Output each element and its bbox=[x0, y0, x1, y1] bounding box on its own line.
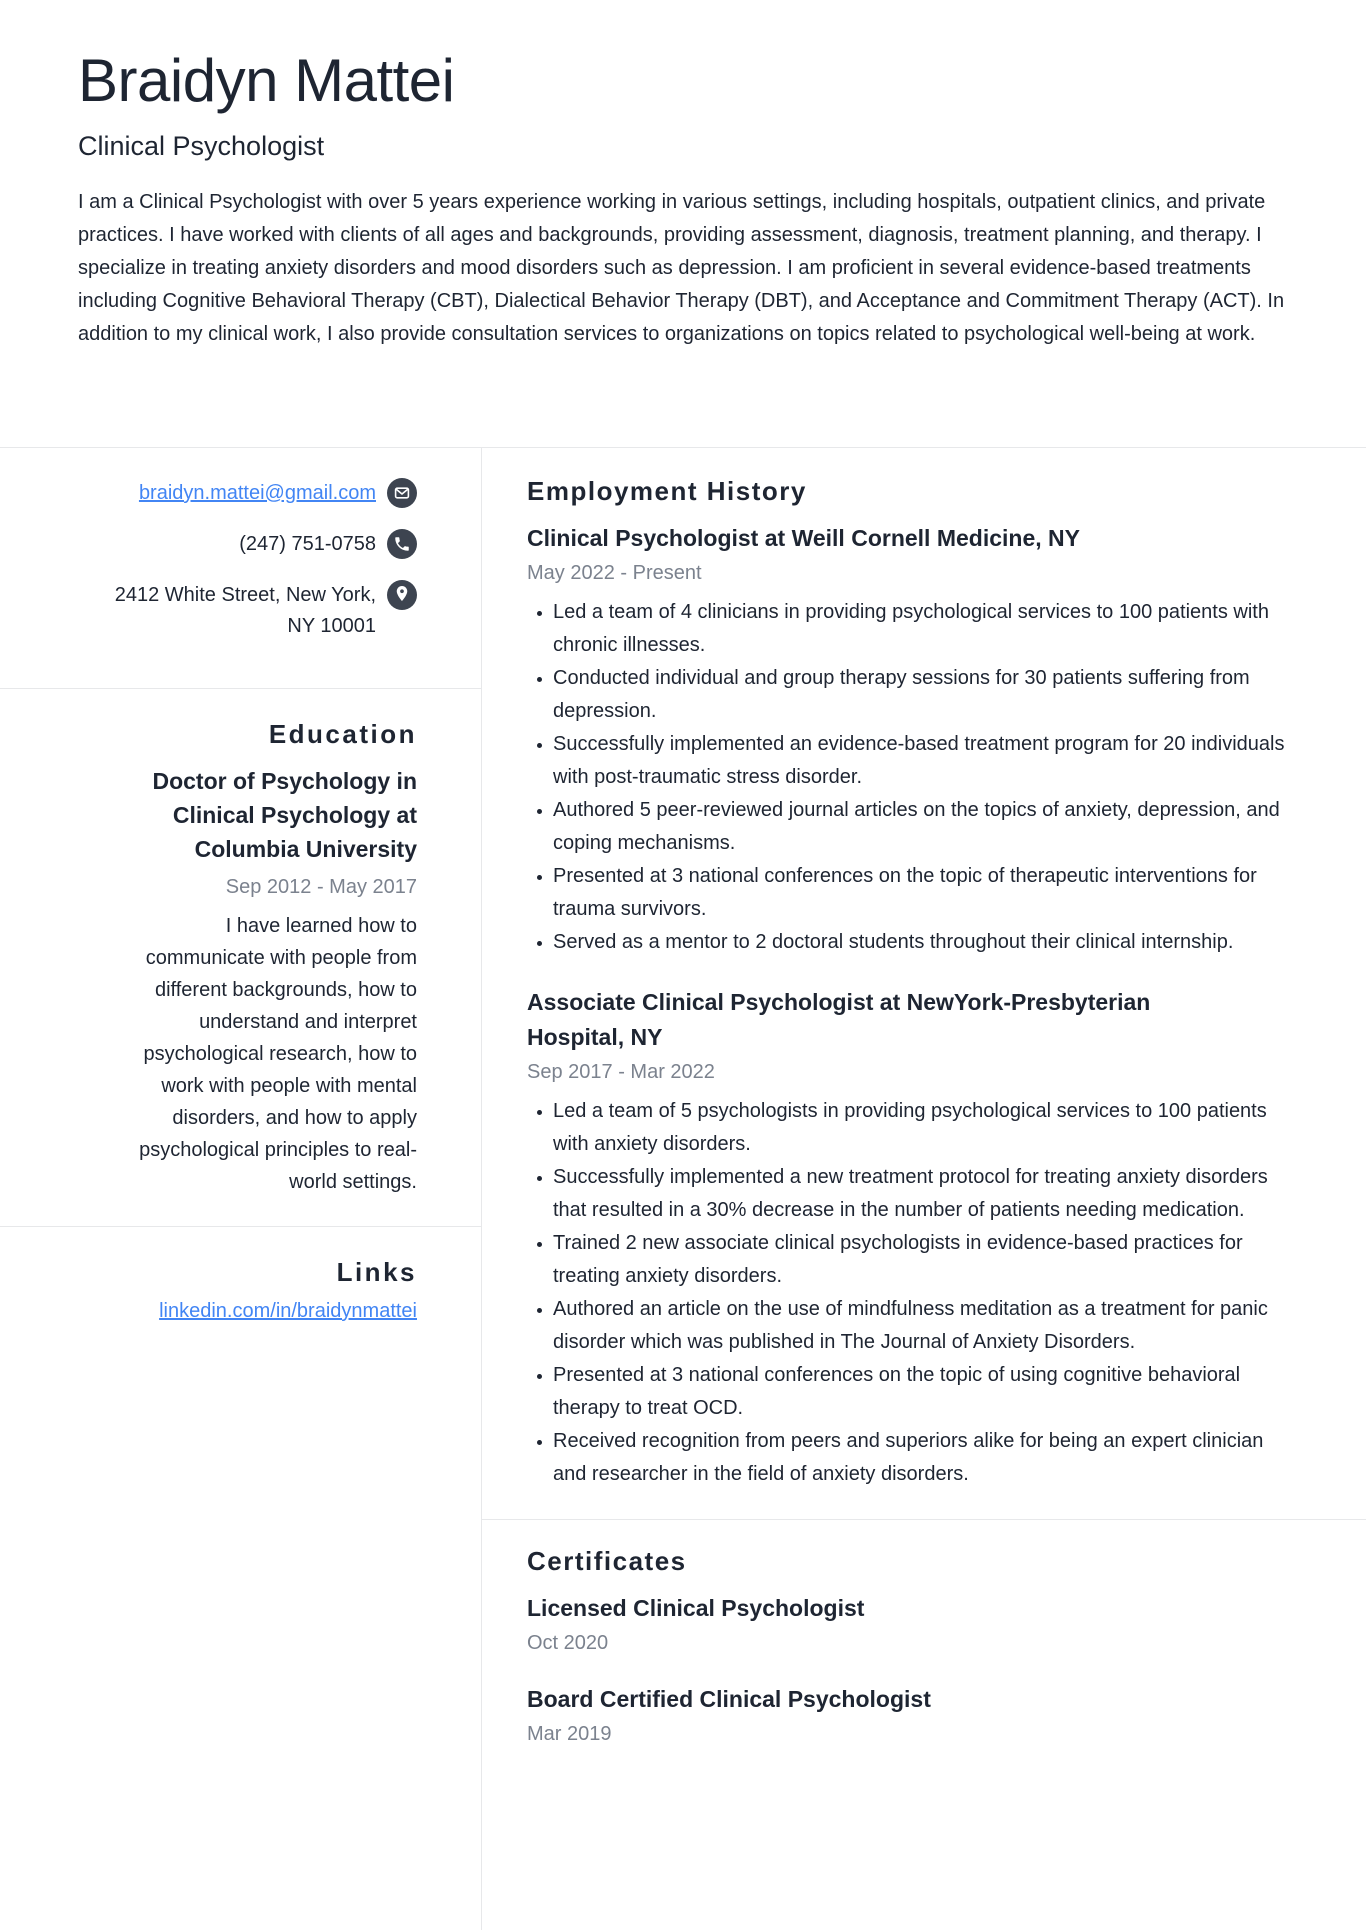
contact-row-email bbox=[40, 478, 417, 509]
sidebar bbox=[0, 448, 482, 1930]
content-columns bbox=[0, 448, 1366, 1930]
job-bullet: • Successfully implemented an evidence-based treatment program for 20 individuals with post-traumatic stress disorder. bbox=[553, 728, 1292, 794]
profile-summary: I am a Clinical Psychologist with over 5 years experience working in various settings, including hospitals, outpatient clinics, and private practices. I have worked with clients of all ages and backgrounds, providing assessment, diagnosis, treatment planning, and therapy. I specialize in treating anxiety disorders and mood disorders such as depression. I am proficient in several evidence-based treatments including Cognitive Behavioral Therapy (CBT), Dialectical Behavior Therapy (DBT), and Acceptance and Commitment Therapy (ACT). In addition to my clinical work, I also provide consultation services to organizations on topics related to psychological well-being at work. bbox=[78, 190, 1285, 345]
job-dates: May 2022 - Present bbox=[527, 562, 702, 584]
job-bullet: • Presented at 3 national conferences on the topic of therapeutic interventions for trauma survivors. bbox=[553, 860, 1292, 926]
link-item bbox=[40, 1300, 417, 1323]
job-entry bbox=[527, 521, 1292, 959]
map-pin-icon bbox=[387, 580, 417, 610]
certificate-title: Licensed Clinical Psychologist bbox=[527, 1595, 865, 1621]
email-link[interactable]: braidyn.mattei@gmail.com bbox=[138, 482, 376, 504]
person-role: Clinical Psychologist bbox=[78, 130, 325, 161]
certificate-dates: Mar 2019 bbox=[527, 1723, 612, 1745]
job-bullet: • Served as a mentor to 2 doctoral students throughout their clinical internship. bbox=[553, 926, 1292, 959]
job-bullet-list bbox=[527, 1095, 1292, 1491]
job-bullet: • Led a team of 4 clinicians in providing psychological services to 100 patients with chronic illnesses. bbox=[553, 596, 1292, 662]
links-heading: Links bbox=[336, 1257, 417, 1287]
job-bullet: • Authored an article on the use of mindfulness meditation as a treatment for panic disorder which was published in The Journal of Anxiety Disorders. bbox=[553, 1293, 1292, 1359]
job-bullet: • Presented at 3 national conferences on the topic of using cognitive behavioral therapy to treat OCD. bbox=[553, 1359, 1292, 1425]
phone-number: (247) 751-0758 bbox=[239, 533, 376, 555]
job-bullet-list bbox=[527, 596, 1292, 959]
header bbox=[0, 0, 1366, 448]
postal-address: 2412 White Street, New York, NY 10001 bbox=[114, 584, 376, 637]
certificate-entry bbox=[527, 1591, 1292, 1656]
employment-section bbox=[527, 476, 1292, 1491]
job-bullet: • Successfully implemented a new treatment protocol for treating anxiety disorders that resulted in a 30% decrease in the number of patients needing medication. bbox=[553, 1161, 1292, 1227]
job-bullet: • Led a team of 5 psychologists in providing psychological services to 100 patients with anxiety disorders. bbox=[553, 1095, 1292, 1161]
job-bullet: • Conducted individual and group therapy sessions for 30 patients suffering from depression. bbox=[553, 662, 1292, 728]
job-title: Associate Clinical Psychologist at NewYork-Presbyterian Hospital, NY bbox=[527, 989, 1151, 1050]
contact-section bbox=[40, 478, 417, 642]
job-dates: Sep 2017 - Mar 2022 bbox=[527, 1061, 715, 1083]
certificates-heading: Certificates bbox=[527, 1546, 687, 1576]
job-title: Clinical Psychologist at Weill Cornell Medicine, NY bbox=[527, 525, 1080, 551]
main-column bbox=[482, 448, 1366, 1930]
job-entry bbox=[527, 985, 1292, 1491]
education-degree: Doctor of Psychology in Clinical Psychology at Columbia University bbox=[152, 768, 417, 862]
contact-row-address bbox=[40, 580, 417, 642]
certificate-title: Board Certified Clinical Psychologist bbox=[527, 1686, 931, 1712]
phone-icon bbox=[387, 529, 417, 559]
links-section bbox=[40, 1227, 417, 1323]
education-section bbox=[40, 689, 417, 1198]
employment-heading: Employment History bbox=[527, 476, 807, 506]
education-heading: Education bbox=[268, 719, 417, 749]
certificate-entry bbox=[527, 1682, 1292, 1747]
person-name: Braidyn Mattei bbox=[78, 47, 455, 114]
job-bullet: • Received recognition from peers and superiors alike for being an expert clinician and researcher in the field of anxiety disorders. bbox=[553, 1425, 1292, 1491]
job-bullet: • Trained 2 new associate clinical psychologists in evidence-based practices for treating anxiety disorders. bbox=[553, 1227, 1292, 1293]
certificate-dates: Oct 2020 bbox=[527, 1632, 609, 1654]
certificates-section bbox=[527, 1520, 1292, 1747]
job-bullet: • Authored 5 peer-reviewed journal articles on the topics of anxiety, depression, and coping mechanisms. bbox=[553, 794, 1292, 860]
contact-row-phone bbox=[40, 529, 417, 560]
linkedin-link[interactable]: linkedin.com/in/braidynmattei bbox=[159, 1300, 417, 1322]
education-dates: Sep 2012 - May 2017 bbox=[225, 876, 417, 898]
envelope-icon bbox=[387, 478, 417, 508]
education-description: I have learned how to communicate with people from different backgrounds, how to understand and interpret psychological research, how to work with people with mental disorders, and how to apply psychological principles to real-world settings. bbox=[139, 915, 417, 1193]
